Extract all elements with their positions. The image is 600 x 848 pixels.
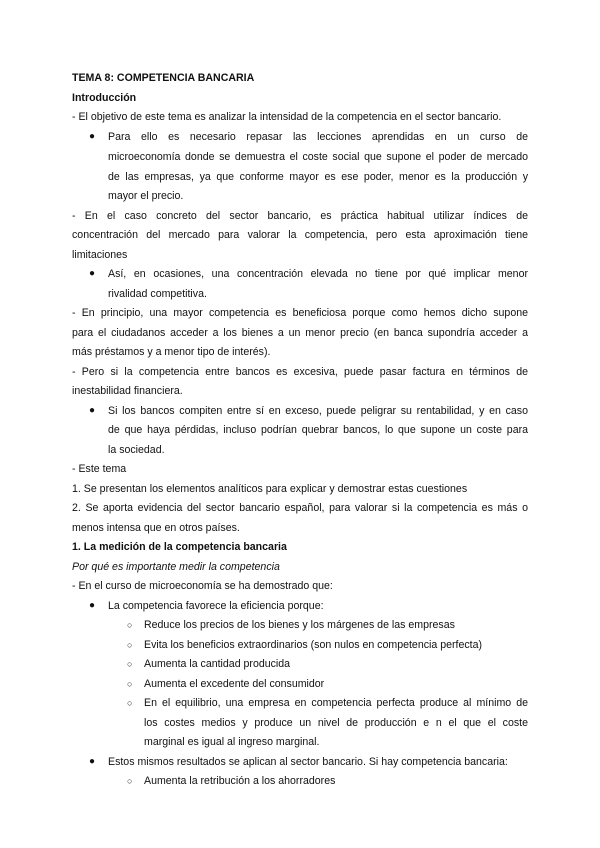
intro-numbered-1: 1. Se presentan los elementos analíticos para explicar y demostrar estas cuestiones bbox=[72, 483, 468, 495]
intro-paragraph-4-line-1: - Pero si la competencia entre bancos es excesiva, puede pasar factura en términos de bbox=[72, 366, 528, 378]
bullet-marker: ● bbox=[89, 405, 96, 416]
bullet-marker: ● bbox=[89, 756, 96, 767]
intro-paragraph-3-line-2: para el ciudadanos acceder a los bienes a un menor precio (en banca supondría acceder a bbox=[72, 327, 528, 339]
intro-paragraph-5: - Este tema bbox=[72, 463, 127, 475]
section-1-subitem-2: Evita los beneficios extraordinarios (son nulos en competencia perfecta) bbox=[144, 639, 483, 651]
intro-bullet-3-line-2: de que haya pérdidas, incluso podrían quebrar bancos, lo que supone un coste para bbox=[108, 424, 528, 436]
section-1-paragraph-1: - En el curso de microeconomía se ha demostrado que: bbox=[72, 580, 333, 592]
intro-paragraph-2-line-3: limitaciones bbox=[72, 249, 128, 261]
intro-numbered-2-line-1: 2. Se aporta evidencia del sector bancario español, para valorar si la competencia es más o bbox=[72, 502, 528, 514]
intro-paragraph-2-line-1: - En el caso concreto del sector bancario, es práctica habitual utilizar índices de bbox=[72, 210, 528, 222]
section-1-subheading: Por qué es importante medir la competencia bbox=[72, 561, 280, 573]
section-1-subitem-1: Reduce los precios de los bienes y los márgenes de las empresas bbox=[144, 619, 455, 631]
intro-bullet-2-line-1: Así, en ocasiones, una concentración elevada no tiene por qué implicar menor bbox=[108, 268, 528, 280]
circle-marker: ○ bbox=[127, 698, 133, 708]
circle-marker: ○ bbox=[127, 776, 133, 786]
section-1-subitem-6: Aumenta la retribución a los ahorradores bbox=[144, 775, 336, 787]
intro-bullet-1-line-3: de las empresas, ya que conforme mayor es ese poder, menor es la producción y bbox=[108, 171, 528, 183]
section-1-heading: 1. La medición de la competencia bancaria bbox=[72, 541, 287, 553]
bullet-marker: ● bbox=[89, 131, 96, 142]
circle-marker: ○ bbox=[127, 640, 133, 650]
intro-paragraph-3-line-3: más préstamos y a menor tipo de interés). bbox=[72, 346, 271, 358]
section-1-subitem-5-line-2: los costes medios y produce un nivel de producción e n el que el coste bbox=[144, 717, 528, 729]
intro-bullet-3-line-3: la sociedad. bbox=[108, 444, 165, 456]
section-1-subitem-5-line-1: En el equilibrio, una empresa en competencia perfecta produce al mínimo de bbox=[144, 697, 528, 709]
intro-bullet-2-line-2: rivalidad competitiva. bbox=[108, 288, 207, 300]
section-1-bullet-2: Estos mismos resultados se aplican al sector bancario. Si hay competencia bancaria: bbox=[108, 756, 508, 768]
intro-paragraph-4-line-2: inestabilidad financiera. bbox=[72, 385, 183, 397]
intro-paragraph-3-line-1: - En principio, una mayor competencia es beneficiosa porque como hemos dicho supone bbox=[72, 307, 528, 319]
circle-marker: ○ bbox=[127, 679, 133, 689]
section-1-subitem-5-line-3: marginal es igual al ingreso marginal. bbox=[144, 736, 320, 748]
intro-numbered-2-line-2: menos intensa que en otros países. bbox=[72, 522, 240, 534]
intro-bullet-1-line-4: mayor el precio. bbox=[108, 190, 184, 202]
section-1-subitem-3: Aumenta la cantidad producida bbox=[144, 658, 291, 670]
intro-heading: Introducción bbox=[72, 92, 137, 104]
circle-marker: ○ bbox=[127, 659, 133, 669]
section-1-bullet-1: La competencia favorece la eficiencia porque: bbox=[108, 600, 324, 612]
circle-marker: ○ bbox=[127, 620, 133, 630]
bullet-marker: ● bbox=[89, 268, 96, 279]
intro-bullet-1-line-2: microeconomía donde se demuestra el coste social que supone el poder de mercado bbox=[108, 151, 528, 163]
intro-paragraph-1: - El objetivo de este tema es analizar la intensidad de la competencia en el sector bancario. bbox=[72, 111, 502, 123]
intro-paragraph-2-line-2: concentración del mercado para valorar la competencia, pero esta aproximación tiene bbox=[72, 229, 528, 241]
intro-bullet-1-line-1: Para ello es necesario repasar las lecciones aprendidas en un curso de bbox=[108, 131, 528, 143]
section-1-subitem-4: Aumenta el excedente del consumidor bbox=[144, 678, 325, 690]
intro-bullet-3-line-1: Si los bancos compiten entre sí en exceso, puede peligrar su rentabilidad, y en caso bbox=[108, 405, 528, 417]
document-title: TEMA 8: COMPETENCIA BANCARIA bbox=[72, 72, 255, 84]
bullet-marker: ● bbox=[89, 600, 96, 611]
